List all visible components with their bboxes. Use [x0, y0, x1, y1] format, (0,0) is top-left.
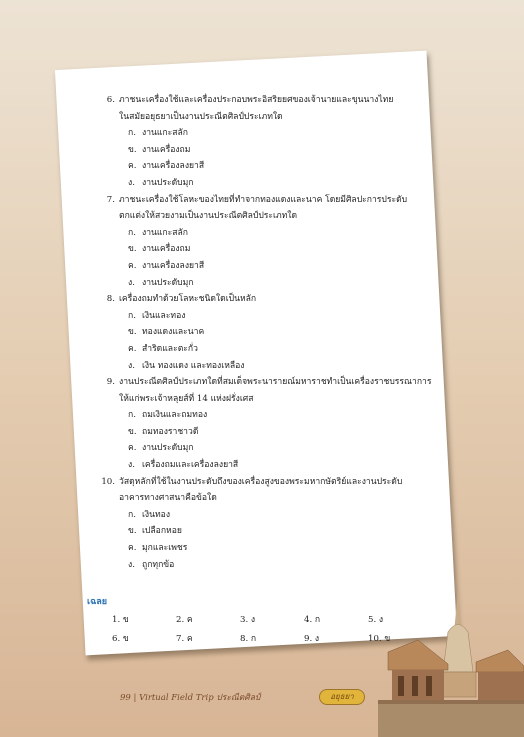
- option-letter: ข.: [128, 144, 137, 155]
- option-letter: ข.: [128, 244, 137, 255]
- option-text: งานประดับมุก: [142, 443, 194, 454]
- option-text: ถมเงินและถมทอง: [142, 410, 208, 421]
- option-letter: ก.: [128, 227, 136, 238]
- question-text: เครื่องถมทำด้วยโลหะชนิดใดเป็นหลัก: [119, 294, 257, 305]
- answer-option: [82, 507, 452, 524]
- answer-option: [82, 540, 452, 557]
- question-7: [82, 192, 452, 292]
- question-number: 6.: [106, 95, 115, 105]
- option-text: งานแกะสลัก: [142, 227, 188, 238]
- answer-option: [82, 341, 452, 358]
- option-text: เงิน ทองแดง และทองเหลือง: [142, 360, 245, 371]
- question-text: วัสดุหลักที่ใช้ในงานประดับถึงของเครื่องสูงของพระมหากษัตริย์และงานประดับ: [119, 476, 403, 487]
- footer: [120, 690, 260, 704]
- option-letter: ง.: [128, 177, 135, 188]
- answer-item: 2. ค: [176, 615, 193, 625]
- option-text: ถมทองราชาวดี: [142, 426, 199, 437]
- answer-item: 4. ก: [304, 615, 321, 625]
- location-badge: อยุธยา: [319, 689, 365, 705]
- question-number: 7.: [106, 194, 115, 205]
- answer-option: [82, 407, 452, 424]
- option-letter: ง.: [128, 559, 135, 570]
- question-line: [82, 92, 452, 109]
- answer-option: [82, 142, 452, 159]
- answer-option: [82, 557, 452, 574]
- answer-option: [82, 258, 452, 275]
- option-letter: ง.: [128, 460, 135, 471]
- answer-item: 9. ง: [304, 634, 320, 644]
- answer-option: [82, 275, 452, 292]
- answer-item: 8. ก: [240, 634, 257, 644]
- question-6: [82, 92, 452, 192]
- option-text: ถูกทุกข้อ: [142, 559, 175, 570]
- option-text: งานเครื่องถม: [142, 144, 191, 155]
- answer-item: 1. ข: [112, 615, 129, 625]
- option-letter: ง.: [128, 277, 135, 288]
- page-number: 99: [120, 693, 131, 703]
- answer-option: [82, 440, 452, 457]
- question-text: อาคารทางศาสนาคือข้อใด: [119, 493, 217, 504]
- question-text: ภาชนะเครื่องใช้และเครื่องประกอบพระอิสริยยศของเจ้านายและขุนนางไทย: [119, 95, 394, 105]
- option-letter: ข.: [128, 526, 137, 537]
- question-text: ภาชนะเครื่องใช้โลหะของไทยที่ทำจากทองแดงและนาค โดยมีศิลปะการประดับ: [119, 194, 408, 205]
- question-line: [82, 291, 452, 308]
- option-letter: ก.: [128, 410, 136, 421]
- option-text: งานแกะสลัก: [142, 128, 188, 139]
- option-text: งานประดับมุก: [142, 277, 194, 288]
- question-number: 9.: [106, 377, 115, 388]
- answer-option: [82, 523, 452, 540]
- question-line: [82, 474, 452, 491]
- temple-illustration: [378, 592, 524, 737]
- answer-item: 3. ง: [240, 615, 256, 625]
- option-text: งานเครื่องลงยาสี: [142, 161, 205, 172]
- option-text: งานประดับมุก: [142, 177, 194, 188]
- footer-separator: |: [133, 693, 137, 703]
- option-letter: ค.: [128, 443, 137, 454]
- option-letter: ง.: [128, 360, 135, 371]
- answer-item: 6. ข: [112, 634, 129, 644]
- answer-option: [82, 424, 452, 441]
- question-8: [82, 291, 452, 374]
- answer-option: [82, 125, 452, 142]
- option-text: งานเครื่องลงยาสี: [142, 260, 205, 271]
- option-letter: ก.: [128, 509, 136, 520]
- question-text: งานประณีตศิลป์ประเภทใดที่สมเด็จพระนารายณ์มหาราชทำเป็นเครื่องราชบรรณาการ: [119, 377, 432, 388]
- answer-item: 7. ค: [176, 634, 193, 644]
- answer-item: 5. ง: [368, 615, 384, 625]
- answer-item: 10. ข: [368, 634, 391, 644]
- option-text: งานเครื่องถม: [142, 244, 191, 255]
- question-number: 8.: [106, 294, 115, 305]
- question-number: 10.: [101, 476, 115, 487]
- option-letter: ค.: [128, 260, 137, 271]
- answer-option: [82, 241, 452, 258]
- option-letter: ค.: [128, 161, 137, 172]
- question-line: [82, 192, 452, 209]
- answer-option: [82, 358, 452, 375]
- answer-option: [82, 324, 452, 341]
- option-text: เครื่องถมและเครื่องลงยาสี: [142, 460, 239, 471]
- option-letter: ข.: [128, 426, 137, 437]
- answer-option: [82, 225, 452, 242]
- option-letter: ค.: [128, 343, 137, 354]
- question-text: ในสมัยอยุธยาเป็นงานประณีตศิลป์ประเภทใด: [119, 111, 283, 122]
- option-text: เงินทอง: [142, 509, 171, 520]
- answer-option: [82, 457, 452, 474]
- question-list: [82, 92, 452, 573]
- option-text: ทองแดงและนาค: [142, 327, 205, 338]
- option-text: มุกและเพชร: [142, 543, 188, 554]
- answer-option: [82, 308, 452, 325]
- question-9: [82, 374, 452, 474]
- answer-option: [82, 175, 452, 192]
- question-10: [82, 474, 452, 574]
- question-text: ตกแต่งให้สวยงามเป็นงานประณีตศิลป์ประเภทใด: [119, 211, 298, 222]
- answer-option: [82, 158, 452, 175]
- option-text: สำริดและตะกั่ว: [142, 343, 198, 354]
- answers-title: เฉลย: [87, 597, 107, 607]
- option-letter: ก.: [128, 310, 136, 321]
- question-text: ให้แก่พระเจ้าหลุยส์ที่ 14 แห่งฝรั่งเศส: [119, 393, 254, 404]
- footer-title: Virtual Field Trip ประณีตศิลป์: [139, 693, 261, 703]
- question-line: [82, 374, 452, 391]
- option-letter: ก.: [128, 128, 136, 139]
- option-letter: ค.: [128, 543, 137, 554]
- option-text: เงินและทอง: [142, 310, 186, 321]
- option-text: เปลือกหอย: [142, 526, 182, 537]
- option-letter: ข.: [128, 327, 137, 338]
